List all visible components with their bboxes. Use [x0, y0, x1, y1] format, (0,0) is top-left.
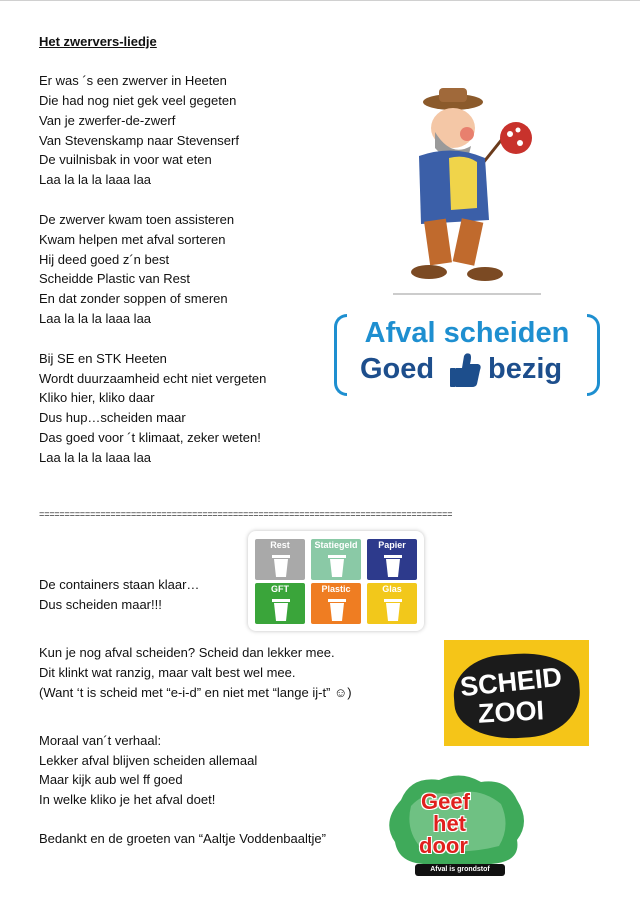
container-tile-papier [367, 539, 417, 580]
trash-bin-icon [326, 596, 348, 622]
trash-bin-icon [270, 596, 292, 622]
moraal-line: Maar kijk aub wel ff goed [39, 772, 183, 787]
scheid-line: (Want ‘t is scheid met “e-i-d” en niet met “lange ij-t” ☺) [39, 685, 352, 700]
geef-tagline: Afval is grondstof [415, 864, 505, 876]
zooi-word-2: ZOOI [477, 695, 545, 729]
trash-bin-icon [270, 552, 292, 578]
stanza-line: Die had nog niet gek veel gegeten [39, 93, 237, 108]
container-tile-plastic [311, 583, 361, 624]
stanza-line: Scheidde Plastic van Rest [39, 271, 191, 286]
scheid-line: Kun je nog afval scheiden? Scheid dan lekker mee. [39, 645, 335, 660]
container-label: Papier [378, 540, 406, 550]
stanza-line: De zwerver kwam toen assisteren [39, 212, 235, 227]
stanza-line: Laa la la la laaa laa [39, 311, 152, 326]
container-label: GFT [271, 584, 289, 594]
afval-logo-goed: Goed [360, 353, 435, 385]
container-label: Glas [382, 584, 402, 594]
trash-bin-icon [382, 596, 404, 622]
afval-logo-line1: Afval scheiden [364, 317, 570, 349]
container-tile-statiegeld [311, 539, 361, 580]
page-top-border [0, 0, 640, 1]
container-tile-rest [255, 539, 305, 580]
tramp-illustration [391, 88, 543, 296]
stanza-line: Laa la la la laaa laa [39, 172, 152, 187]
afval-scheiden-logo [334, 314, 600, 392]
stanza-line: Van je zwerfer-de-zwerf [39, 113, 176, 128]
stanza-line: De vuilnisbak in voor wat eten [39, 152, 212, 167]
closing-line: Bedankt en de groeten van “Aaltje Voddenbaaltje” [39, 831, 326, 846]
stanza-line: Van Stevenskamp naar Stevenserf [39, 133, 239, 148]
separator-line: ================================================================================= [39, 510, 453, 520]
containers-line: De containers staan klaar… [39, 577, 200, 592]
thumbs-up-icon [450, 352, 482, 391]
stanza-line: Hij deed goed z´n best [39, 252, 170, 267]
geef-word: Geef [421, 789, 470, 814]
zooi-word-1: SCHEID [458, 661, 564, 703]
stanza-line: Kwam helpen met afval sorteren [39, 232, 226, 247]
geef-word: door [419, 833, 468, 858]
container-tile-glas [367, 583, 417, 624]
moraal-line: Moraal van´t verhaal: [39, 733, 162, 748]
geef-word: het [433, 811, 466, 836]
containers-line: Dus scheiden maar!!! [39, 597, 162, 612]
scheid-zooi-logo [444, 640, 589, 746]
stanza-line: Wordt duurzaamheid echt niet vergeten [39, 371, 267, 386]
trash-bin-icon [326, 552, 348, 578]
afval-logo-bezig: bezig [488, 353, 563, 385]
stanza-line: Er was ´s een zwerver in Heeten [39, 73, 227, 88]
moraal-line: Lekker afval blijven scheiden allemaal [39, 753, 258, 768]
container-label: Plastic [321, 584, 351, 594]
geef-het-door-logo [381, 770, 531, 880]
container-grid [248, 531, 424, 631]
container-label: Statiegeld [314, 540, 358, 550]
trash-bin-icon [382, 552, 404, 578]
stanza-line: Kliko hier, kliko daar [39, 390, 155, 405]
stanza-line: Bij SE en STK Heeten [39, 351, 167, 366]
scheid-line: Dit klinkt wat ranzig, maar valt best wel mee. [39, 665, 296, 680]
stanza-line: En dat zonder soppen of smeren [39, 291, 228, 306]
moraal-line: In welke kliko je het afval doet! [39, 792, 216, 807]
bracket-right [587, 314, 600, 396]
stanza-line: Dus hup…scheiden maar [39, 410, 186, 425]
stanza-line: Das goed voor ´t klimaat, zeker weten! [39, 430, 261, 445]
container-tile-gft [255, 583, 305, 624]
container-label: Rest [270, 540, 290, 550]
stanza-line: Laa la la la laaa laa [39, 450, 152, 465]
poem-title: Het zwervers-liedje [39, 34, 157, 49]
